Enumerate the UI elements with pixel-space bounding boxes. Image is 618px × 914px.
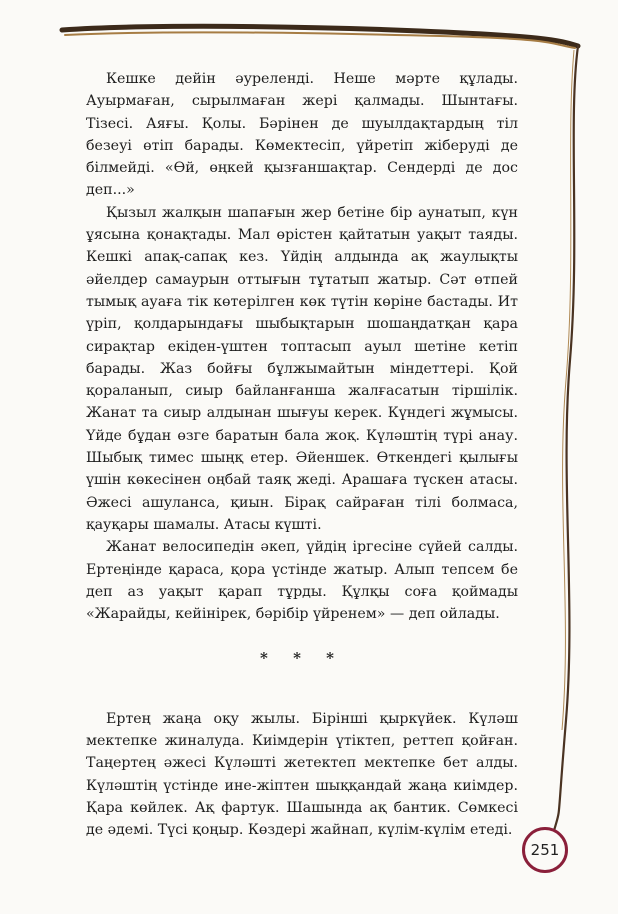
paragraph: Қызыл жалқын шапағын жер бетіне бір аунатып, күн ұясына қонақтады. Мал өрістен қайтатын уақыт таяды. Кешкі апақ-сапақ кез. Үйдің алдында ақ жаулықты әйелдер самаурын оттығын тұтатып жатыр. Сәт өтпей тымық ауаға тік көтерілген көк түтін көріне бастады. Ит үріп, қолдарындағы шыбықтарын шошаңдатқан қара сирақтар екіден-үштен топтасып ауыл шетіне кетіп барады. Жаз бойғы бұлжымайтын міндеттері. Қой қораланып, сиыр байланғанша жалғасатын тіршілік. Жанат та сиыр алдынан шығуы керек. Күндегі жұмысы. Үйде бұдан өзге баратын бала жоқ. Күләштің түрі анау. Шыбық тимес шыңқ етер. Әйеншек. Өткендегі қылығы үшін көкесінен оңбай таяқ жеді. Арашаға түскен атасы. Әжесі ашуланса, қиын. Бірақ сайраған тілі болмаса, қауқары шамалы. Атасы күшті. — [86, 204, 518, 533]
paragraph: Ертең жаңа оқу жылы. Бірінші қыркүйек. Күләш мектепке жиналуда. Киімдерін үтіктеп, реттеп қойған. Таңертең әжесі Күләшті жетектеп мектепке бет алды. Күләштің үстінде ине-жіптен шыққандай жаңа киімдер. Қара көйлек. Ақ фартук. Шашында ақ бантик. Сөмкесі де әдемі. Түсі қоңыр. Көздері жайнап, күлім-күлім етеді. — [86, 710, 518, 839]
section-separator: * * * — [260, 649, 344, 668]
page-text — [86, 68, 518, 842]
paragraph: Кешке дейін әуреленді. Неше мәрте құлады. Ауырмаған, сырылмаған жері қалмады. Шынтағы. Тізесі. Аяғы. Қолы. Бәрінен де шуылдақтардың тіл безеуі өтіп барады. Көмектесіп, үйретіп жіберуді де білмейді. «Өй, өңкей қызғаншақтар. Сендерді де дос деп...» — [86, 71, 518, 199]
page-number: 251 — [522, 827, 568, 873]
paragraph: Жанат велосипедін әкеп, үйдің іргесіне сүйей салды. Ертеңінде қараса, қора үстінде жатыр. Алып тепсем бе деп аз уақыт қарап тұрды. Құлқы соға қоймады «Жарайды, кейінірек, бәрібір үйренем» — деп ойлады. — [86, 539, 518, 623]
